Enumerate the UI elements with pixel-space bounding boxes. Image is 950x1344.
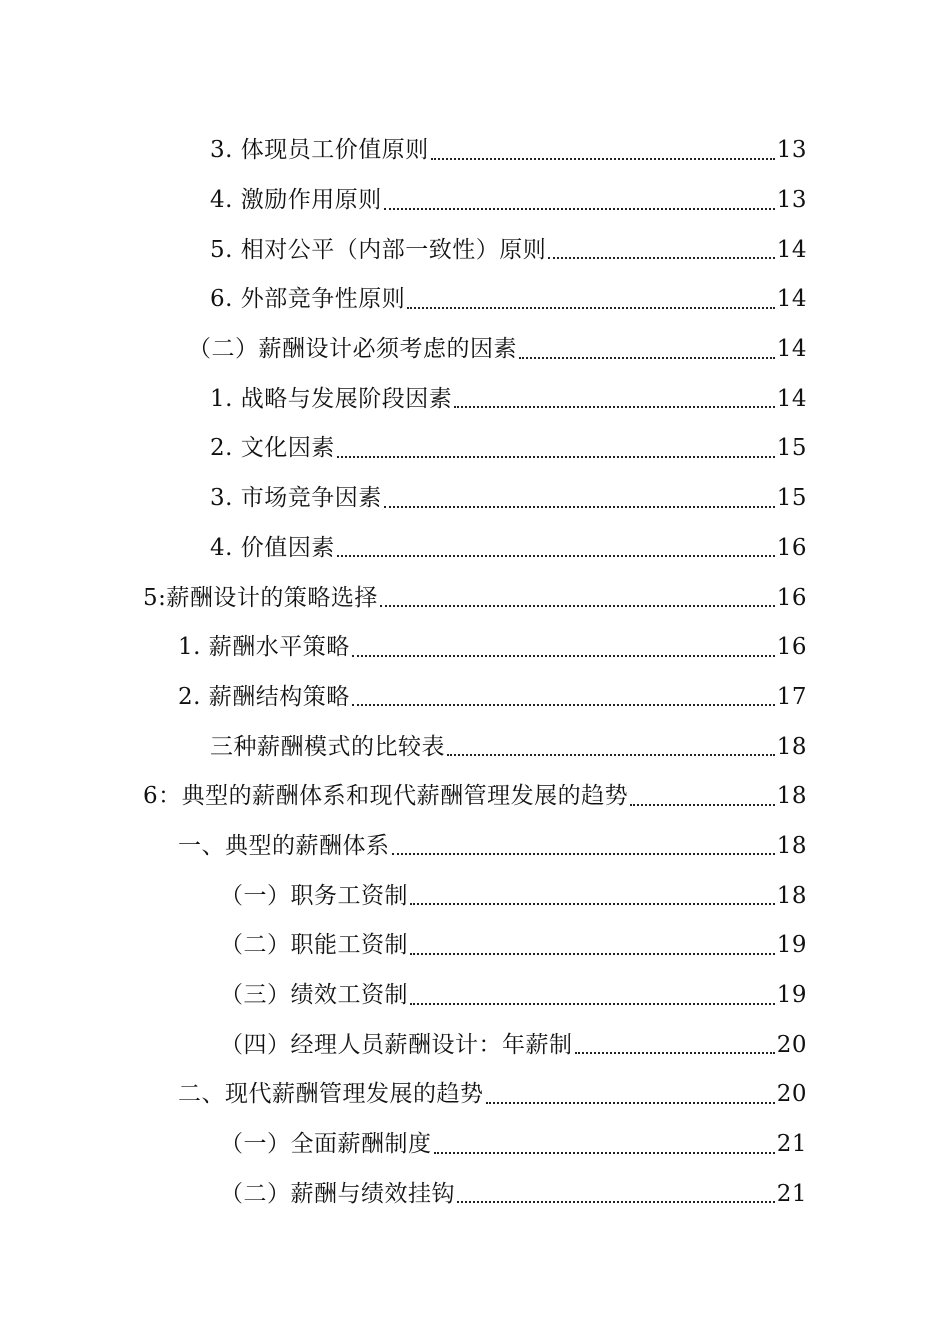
toc-entry[interactable] — [0, 673, 950, 723]
dot-leader — [380, 605, 775, 607]
table-of-contents — [0, 126, 950, 1219]
toc-entry[interactable] — [0, 1070, 950, 1120]
dot-leader — [384, 208, 775, 210]
toc-entry[interactable] — [0, 374, 950, 424]
toc-entry-page: 14 — [776, 236, 807, 263]
dot-leader — [407, 307, 774, 309]
toc-entry[interactable] — [0, 1120, 950, 1170]
toc-entry-page: 20 — [776, 1081, 807, 1108]
dot-leader — [337, 456, 775, 458]
toc-entry[interactable] — [0, 325, 950, 375]
toc-entry-page: 14 — [776, 336, 807, 363]
dot-leader — [410, 953, 775, 955]
toc-entry-page: 18 — [776, 783, 807, 810]
dot-leader — [384, 506, 775, 508]
toc-entry-page: 16 — [776, 584, 807, 611]
toc-entry[interactable] — [0, 772, 950, 822]
toc-entry-page: 13 — [776, 187, 807, 214]
toc-entry-label: 1. 战略与发展阶段因素 — [210, 385, 453, 412]
dot-leader — [454, 406, 774, 408]
toc-entry-page: 15 — [776, 485, 807, 512]
dot-leader — [392, 853, 775, 855]
toc-entry-page: 19 — [776, 982, 807, 1009]
toc-entry-page: 20 — [776, 1031, 807, 1058]
toc-entry-page: 13 — [776, 137, 807, 164]
toc-entry-page: 21 — [776, 1131, 807, 1158]
toc-entry[interactable] — [0, 1169, 950, 1219]
dot-leader — [352, 655, 775, 657]
toc-entry-page: 14 — [776, 286, 807, 313]
dot-leader — [630, 804, 775, 806]
toc-entry[interactable] — [0, 573, 950, 623]
toc-entry[interactable] — [0, 524, 950, 574]
toc-entry-label: 1. 薪酬水平策略 — [178, 634, 350, 661]
dot-leader — [486, 1102, 775, 1104]
toc-entry[interactable] — [0, 225, 950, 275]
toc-entry-label: （四）经理人员薪酬设计：年薪制 — [220, 1031, 573, 1058]
toc-entry-page: 15 — [776, 435, 807, 462]
dot-leader — [575, 1052, 775, 1054]
toc-entry[interactable] — [0, 176, 950, 226]
toc-entry[interactable] — [0, 424, 950, 474]
dot-leader — [337, 555, 775, 557]
toc-entry-label: 二、现代薪酬管理发展的趋势 — [178, 1081, 484, 1108]
toc-entry-label: 6. 外部竞争性原则 — [210, 286, 406, 313]
dot-leader — [410, 1003, 775, 1005]
toc-entry[interactable] — [0, 722, 950, 772]
toc-entry-label: 2. 薪酬结构策略 — [178, 683, 350, 710]
toc-entry-page: 16 — [776, 634, 807, 661]
toc-entry-label: （一）职务工资制 — [220, 882, 408, 909]
toc-entry-page: 17 — [776, 683, 807, 710]
toc-entry-label: （二）薪酬设计必须考虑的因素 — [188, 336, 517, 363]
toc-entry-page: 18 — [776, 733, 807, 760]
toc-entry-page: 14 — [776, 385, 807, 412]
toc-entry-page: 18 — [776, 832, 807, 859]
toc-entry-label: 5:薪酬设计的策略选择 — [143, 584, 378, 611]
toc-entry[interactable] — [0, 275, 950, 325]
dot-leader — [548, 257, 774, 259]
toc-entry-page: 18 — [776, 882, 807, 909]
toc-entry[interactable] — [0, 822, 950, 872]
toc-entry[interactable] — [0, 474, 950, 524]
toc-entry[interactable] — [0, 126, 950, 176]
toc-entry[interactable] — [0, 871, 950, 921]
dot-leader — [352, 704, 775, 706]
toc-entry[interactable] — [0, 1020, 950, 1070]
dot-leader — [431, 158, 775, 160]
toc-entry[interactable] — [0, 623, 950, 673]
toc-entry-label: 5. 相对公平（内部一致性）原则 — [210, 236, 547, 263]
toc-entry-label: 3. 体现员工价值原则 — [210, 137, 429, 164]
dot-leader — [447, 754, 775, 756]
toc-entry[interactable] — [0, 921, 950, 971]
dot-leader — [519, 357, 775, 359]
toc-entry-label: （二）职能工资制 — [220, 932, 408, 959]
toc-entry-label: 三种薪酬模式的比较表 — [210, 733, 445, 760]
toc-entry-label: 4. 价值因素 — [210, 534, 335, 561]
toc-entry-page: 16 — [776, 534, 807, 561]
toc-entry-label: 4. 激励作用原则 — [210, 187, 382, 214]
toc-entry-page: 21 — [776, 1180, 807, 1207]
dot-leader — [457, 1201, 775, 1203]
dot-leader — [410, 903, 775, 905]
toc-entry-label: 6：典型的薪酬体系和现代薪酬管理发展的趋势 — [143, 783, 629, 810]
toc-entry-label: 3. 市场竞争因素 — [210, 485, 382, 512]
toc-entry-label: 2. 文化因素 — [210, 435, 335, 462]
toc-entry-label: （三）绩效工资制 — [220, 982, 408, 1009]
dot-leader — [434, 1152, 775, 1154]
toc-entry-label: 一、典型的薪酬体系 — [178, 832, 390, 859]
toc-entry-page: 19 — [776, 932, 807, 959]
toc-entry[interactable] — [0, 971, 950, 1021]
toc-entry-label: （二）薪酬与绩效挂钩 — [220, 1180, 455, 1207]
toc-entry-label: （一）全面薪酬制度 — [220, 1131, 432, 1158]
